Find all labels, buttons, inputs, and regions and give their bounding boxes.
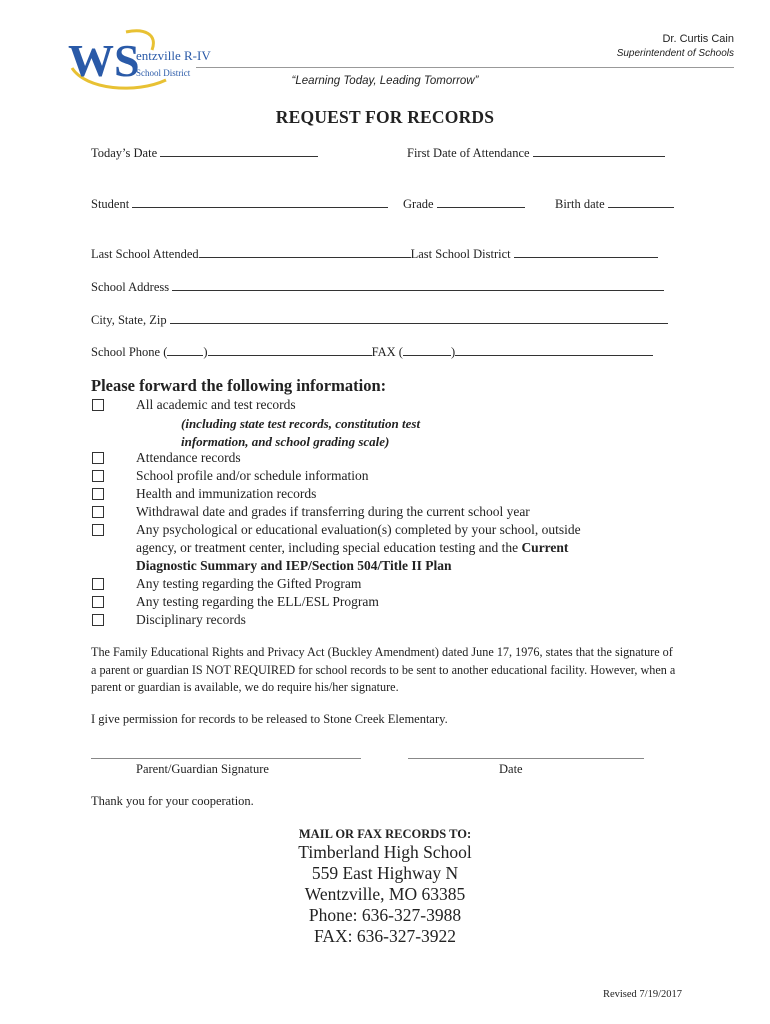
- item-gifted: Any testing regarding the Gifted Program: [136, 576, 362, 591]
- city-state-zip-label: City, State, Zip: [91, 313, 167, 327]
- address-line: Wentzville, MO 63385: [304, 884, 466, 904]
- checkbox-attendance-records[interactable]: [92, 452, 104, 464]
- item-academic-records: All academic and test records: [136, 397, 296, 412]
- checkbox-school-profile[interactable]: [92, 470, 104, 482]
- checkbox-withdrawal[interactable]: [92, 506, 104, 518]
- city-state-zip-field[interactable]: [91, 312, 668, 328]
- mailing-address: [0, 842, 770, 947]
- todays-date-field[interactable]: [91, 145, 318, 161]
- mail-heading: MAIL OR FAX RECORDS TO:: [298, 827, 472, 841]
- logo-line1: entzville R-IV: [136, 48, 211, 63]
- checkbox-evaluations[interactable]: [92, 524, 104, 536]
- last-school-district-label: Last School District: [410, 247, 511, 261]
- school-phone-label: School Phone (: [91, 345, 168, 359]
- item-evaluations: Any psychological or educational evaluation(s) completed by your school, outside: [136, 522, 581, 537]
- signature-label: Parent/Guardian Signature: [136, 762, 269, 776]
- item-ell-esl: Any testing regarding the ELL/ESL Program: [136, 594, 379, 609]
- item-evaluations-cont-1: agency, or treatment center, including special education testing and the Current: [136, 540, 569, 555]
- item-withdrawal: Withdrawal date and grades if transferring during the current school year: [136, 504, 530, 519]
- checkbox-health-records[interactable]: [92, 488, 104, 500]
- student-label: Student: [91, 197, 130, 211]
- superintendent-name: Dr. Curtis Cain: [662, 33, 734, 45]
- todays-date-label: Today’s Date: [91, 146, 158, 160]
- fax-label: FAX (: [371, 345, 403, 359]
- revised-date: Revised 7/19/2017: [602, 989, 682, 1000]
- birth-date-field[interactable]: [555, 196, 674, 212]
- logo-letters: WS: [68, 35, 140, 86]
- item-school-profile: School profile and/or schedule information: [136, 468, 369, 483]
- grade-label: Grade: [403, 197, 434, 211]
- ferpa-paragraph: The Family Educational Rights and Privacy Act (Buckley Amendment) dated June 17, 1976, states that the signature of a parent or guardian IS NOT REQUIRED for school records to be sent to another educational facility. However, when a parent or guardian is available, we do require his/her signature.: [91, 645, 676, 694]
- student-field[interactable]: [91, 196, 388, 212]
- logo-line2: School District: [136, 68, 191, 78]
- last-school-attended-label: Last School Attended: [91, 247, 199, 261]
- address-line: 559 East Highway N: [311, 863, 459, 883]
- address-line: Phone: 636-327-3988: [308, 905, 462, 925]
- address-line: FAX: 636-327-3922: [313, 926, 457, 946]
- thank-you-text: Thank you for your cooperation.: [91, 794, 254, 808]
- item-health-records: Health and immunization records: [136, 486, 317, 501]
- header-rule: [196, 67, 734, 68]
- checkbox-academic-records[interactable]: [92, 399, 104, 411]
- school-address-label: School Address: [91, 280, 170, 294]
- superintendent-title: Superintendent of Schools: [616, 48, 734, 59]
- checkbox-ell-esl[interactable]: [92, 596, 104, 608]
- date-label: Date: [499, 762, 523, 776]
- grade-field[interactable]: [403, 196, 525, 212]
- permission-statement: I give permission for records to be released to Stone Creek Elementary.: [91, 712, 448, 726]
- forward-heading: Please forward the following information:: [91, 376, 387, 395]
- address-line: Timberland High School: [298, 842, 472, 862]
- item-attendance-records: Attendance records: [136, 450, 241, 465]
- item-evaluations-cont-2: Diagnostic Summary and IEP/Section 504/Title II Plan: [136, 558, 452, 573]
- last-school-attended-field[interactable]: [91, 246, 658, 262]
- item-academic-sub-2: information, and school grading scale): [181, 434, 390, 449]
- school-address-field[interactable]: [91, 279, 664, 295]
- page-title: REQUEST FOR RECORDS: [275, 107, 495, 127]
- date-line[interactable]: [408, 758, 644, 759]
- birth-date-label: Birth date: [555, 197, 605, 211]
- first-date-attendance-label: First Date of Attendance: [407, 146, 530, 160]
- checkbox-gifted[interactable]: [92, 578, 104, 590]
- district-motto: “Learning Today, Leading Tomorrow”: [291, 75, 479, 87]
- signature-line[interactable]: [91, 758, 361, 759]
- school-phone-field[interactable]: School Phone ( ) FAX ( ): [91, 344, 653, 360]
- item-disciplinary: Disciplinary records: [136, 612, 246, 627]
- item-academic-sub-1: (including state test records, constitution test: [181, 416, 421, 431]
- first-date-attendance-field[interactable]: [407, 145, 665, 161]
- checkbox-disciplinary[interactable]: [92, 614, 104, 626]
